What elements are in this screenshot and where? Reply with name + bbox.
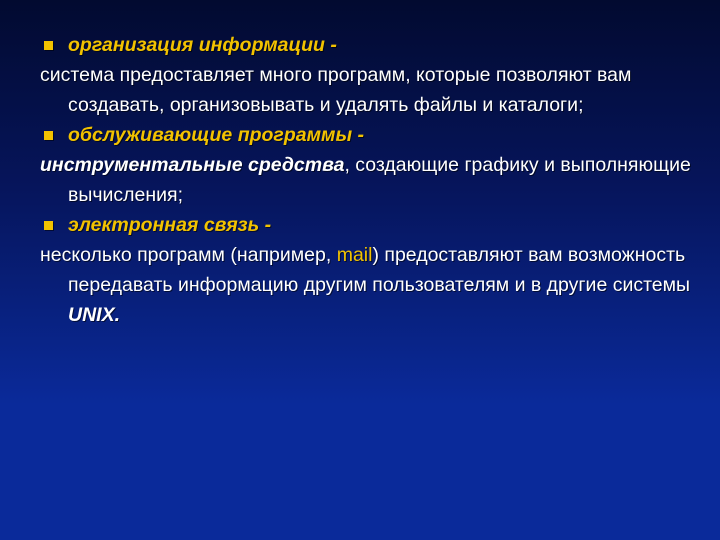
square-bullet-icon	[44, 221, 53, 230]
description-text: система предоставляет много программ, которые позволяют вам создавать, организовывать и удалять файлы и каталоги;	[40, 64, 632, 116]
description-paragraph	[40, 240, 708, 330]
slide-content	[40, 30, 708, 330]
bullet-title: обслуживающие программы -	[68, 124, 365, 146]
bullet-title: организация информации -	[68, 34, 337, 56]
square-bullet-icon	[44, 131, 53, 140]
description-paragraph	[40, 60, 708, 120]
bullet-title: электронная связь -	[68, 214, 272, 236]
description-text: , создающие графику и выполняющие вычисления;	[68, 154, 691, 206]
bullet-item-utility-programs	[40, 120, 708, 150]
emphasized-term: инструментальные средства	[40, 154, 345, 176]
mail-link[interactable]: mail	[336, 244, 373, 266]
bullet-item-electronic-communication	[40, 210, 708, 240]
bullet-item-information-organization	[40, 30, 708, 60]
description-text: несколько программ (например,	[40, 244, 337, 266]
description-paragraph	[40, 150, 708, 210]
square-bullet-icon	[44, 41, 53, 50]
description-text: ) предоставляют вам возможность передавать информацию другим пользователям и в другие системы	[68, 244, 691, 296]
emphasized-term: UNIX.	[68, 304, 121, 326]
